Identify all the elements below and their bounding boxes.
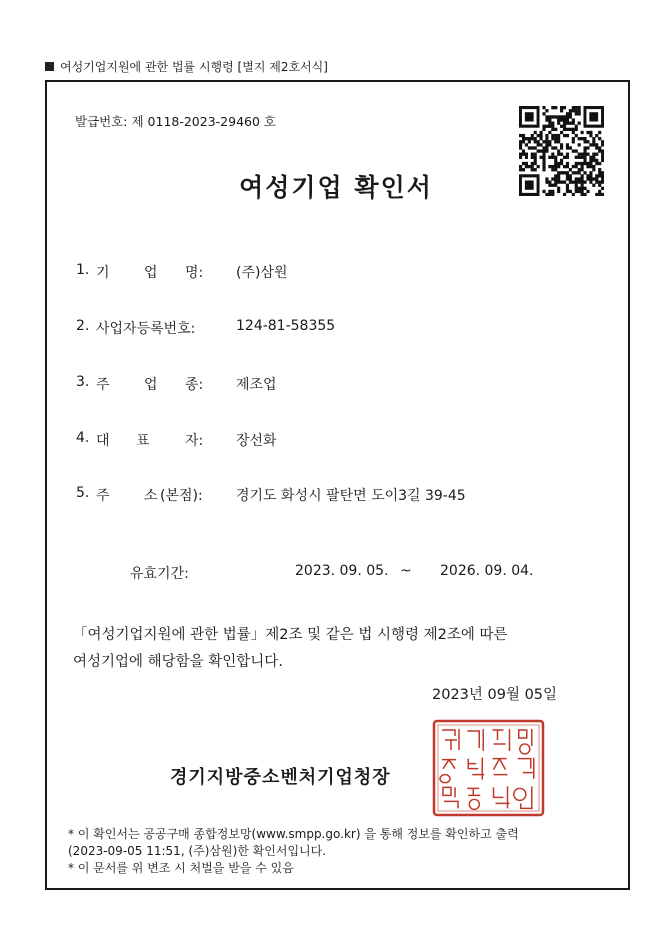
issue-number: 발급번호: 제 0118-2023-29460 호 bbox=[75, 114, 276, 129]
issuer-name: 경기지방중소벤처기업청장 bbox=[170, 767, 391, 788]
field-label: 1. 기 업 명: bbox=[76, 262, 204, 281]
field-label: 2. 사업자등록번호: bbox=[76, 318, 196, 337]
footnote-line: * 이 문서를 위 변조 시 처벌을 받을 수 있음 bbox=[68, 861, 294, 875]
validity-period bbox=[0, 563, 672, 583]
field-address bbox=[76, 485, 596, 505]
statement-line: 여성기업에 해당함을 확인합니다. bbox=[73, 654, 283, 670]
footnote-line: * 이 확인서는 공공구매 종합정보망(www.smpp.go.kr) 을 통해 정보를 확인하고 출력 bbox=[68, 827, 519, 841]
field-value: 제조업 bbox=[236, 377, 277, 393]
form-caption bbox=[45, 58, 328, 75]
footnote-line: (2023-09-05 11:51, (주)삼원)한 확인서입니다. bbox=[68, 844, 327, 858]
field-value: 장선화 bbox=[236, 433, 277, 449]
validity-tilde: ~ bbox=[400, 563, 412, 579]
official-seal-icon bbox=[431, 718, 546, 818]
field-label: 3. 주 업 종: bbox=[76, 374, 204, 393]
validity-to: 2026. 09. 04. bbox=[440, 563, 534, 579]
validity-label: 유효기간: bbox=[130, 566, 189, 582]
field-label: 5. 주 소 (본점): bbox=[76, 485, 203, 504]
field-company-name bbox=[76, 262, 596, 282]
footnotes bbox=[68, 826, 519, 877]
field-value: 124-81-58355 bbox=[236, 318, 336, 334]
certification-statement bbox=[73, 622, 593, 676]
statement-line: 「여성기업지원에 관한 법률」제2조 및 같은 법 시행령 제2조에 따른 bbox=[73, 627, 508, 643]
square-bullet-icon bbox=[45, 62, 54, 71]
document-title: 여성기업 확인서 bbox=[239, 173, 433, 202]
form-caption-text: 여성기업지원에 관한 법률 시행령 [별지 제2호서식] bbox=[60, 60, 328, 74]
field-value: 경기도 화성시 팔탄면 도이3길 39-45 bbox=[236, 488, 466, 504]
field-label: 4. 대 표 자: bbox=[76, 430, 204, 449]
issue-date: 2023년 09월 05일 bbox=[432, 687, 558, 703]
field-value: (주)삼원 bbox=[236, 265, 288, 281]
field-main-industry bbox=[76, 374, 596, 394]
field-representative bbox=[76, 430, 596, 450]
field-business-number bbox=[76, 318, 596, 338]
validity-from: 2023. 09. 05. bbox=[295, 563, 389, 579]
